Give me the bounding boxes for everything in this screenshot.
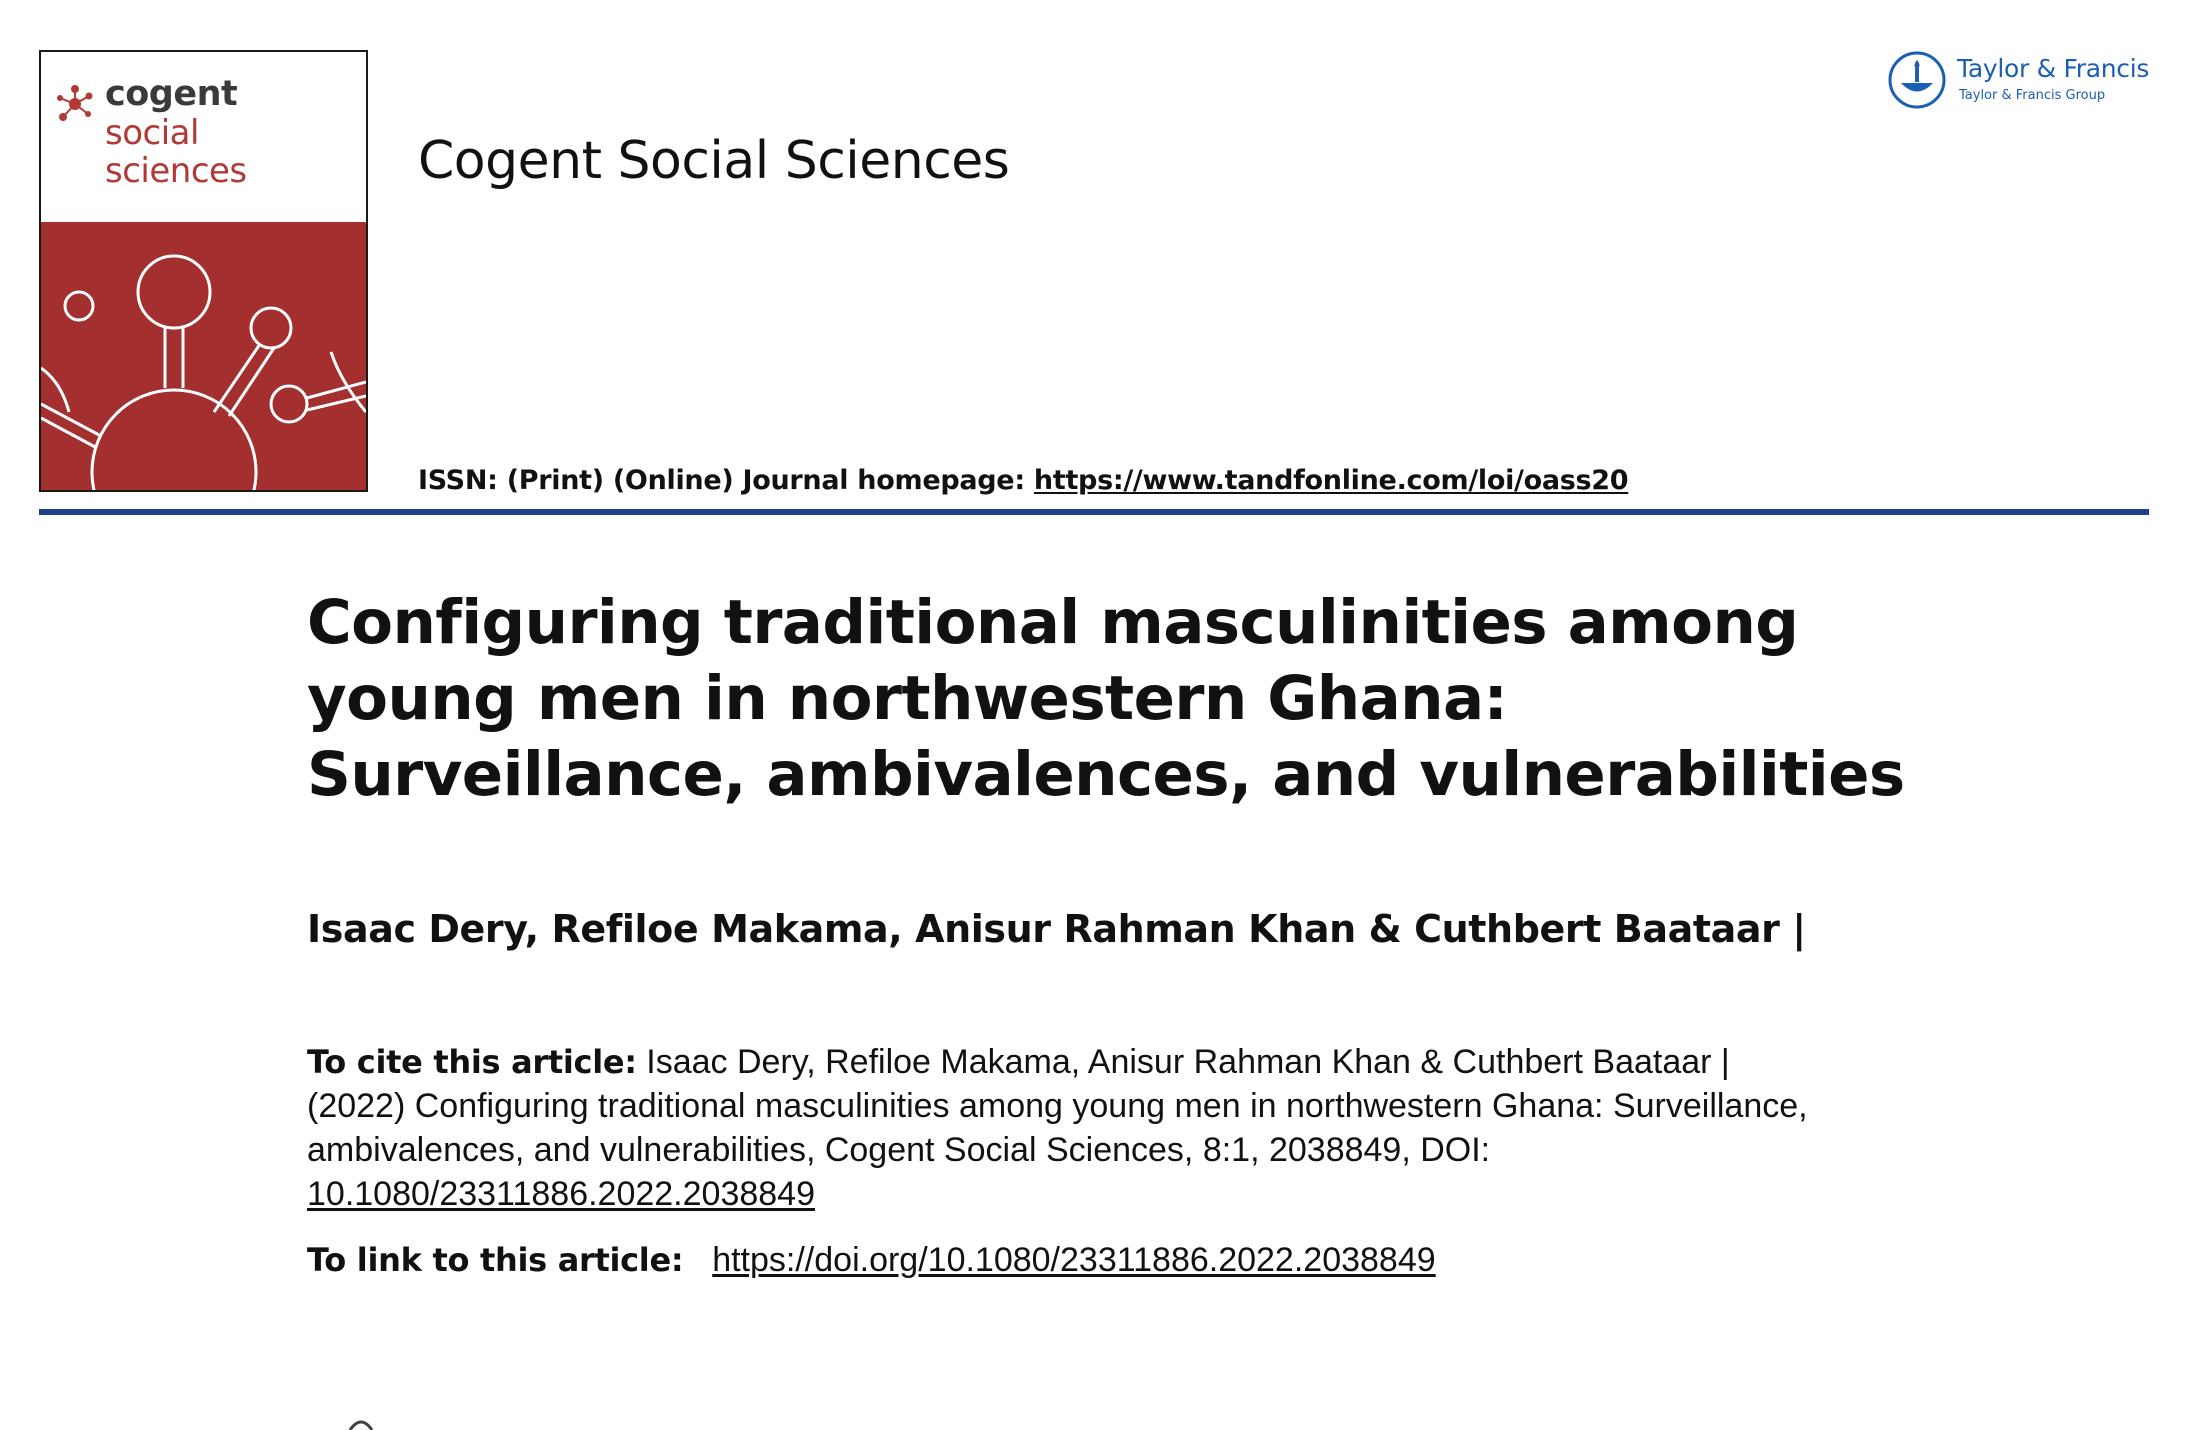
journal-title: Cogent Social Sciences [418,131,1010,191]
taylor-francis-lamp-icon [1887,50,1947,110]
cite-text: Isaac Dery, Refiloe Makama, Anisur Rahman Khan & Cuthbert Baataar | (2022) Configuring traditional masculinities among young men in northwestern Ghana: Surveillance, ambivalences, and vulnerabilities, Cogent Social Sciences, 8:1, 2038849, DOI: [307,1043,1808,1169]
cite-label: To cite this article: [307,1043,637,1081]
issn-homepage-line [418,465,1628,496]
citation-block [307,1040,1827,1216]
cover-molecule-art [41,52,366,490]
article-title: Configuring traditional masculinities among young men in northwestern Ghana: Surveillance, ambivalences, and vulnerabilities [307,587,1905,810]
cover-subtitle-line1: social [105,113,199,153]
header-divider [39,509,2149,515]
article-authors: Isaac Dery, Refiloe Makama, Anisur Rahman Khan & Cuthbert Baataar | [307,907,1806,951]
link-label: To link to this article: [307,1241,684,1279]
publisher-group: Taylor & Francis Group [1959,88,2106,103]
issn-label: ISSN: (Print) (Online) Journal homepage: [418,465,1025,496]
publisher-name: Taylor & Francis [1957,54,2150,83]
journal-homepage-link[interactable]: https://www.tandfonline.com/loi/oass20 [1033,465,1629,496]
article-doi-link[interactable]: https://doi.org/10.1080/23311886.2022.2038849 [712,1241,1436,1279]
cover-brand-text: cogent [105,74,238,114]
cite-doi-link[interactable]: 10.1080/23311886.2022.2038849 [307,1175,815,1213]
publisher-logo[interactable] [1887,50,2150,110]
cover-subtitle-line2: sciences [105,151,247,191]
article-link-line [307,1240,1436,1280]
journal-cover [39,50,368,492]
partial-icon [346,1418,376,1430]
